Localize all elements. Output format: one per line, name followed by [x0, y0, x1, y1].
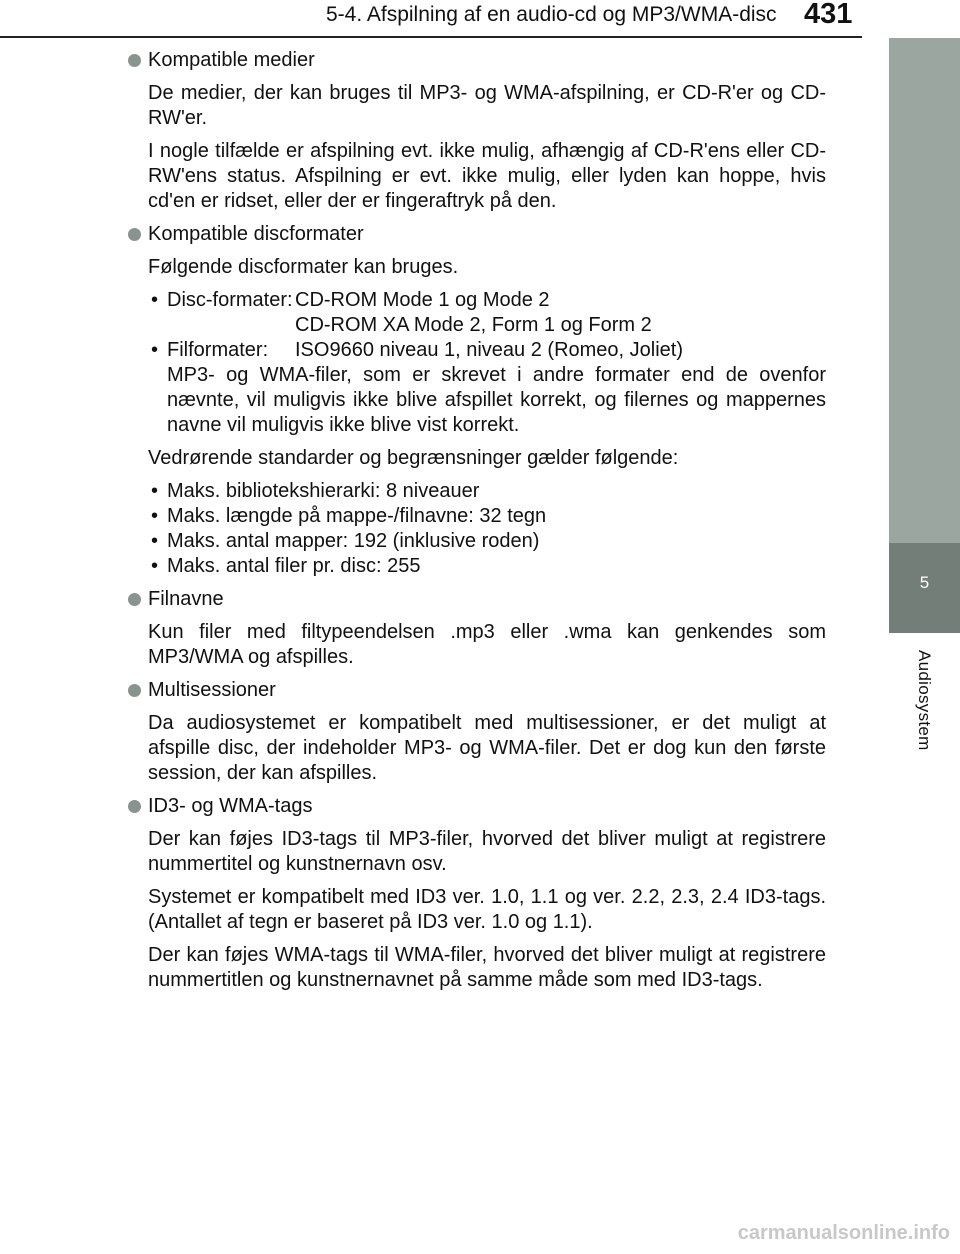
bullet-dot-icon: [128, 800, 141, 813]
format-value: CD-ROM Mode 1 og Mode 2: [295, 289, 550, 311]
section-multisession: [126, 678, 826, 786]
section-title: Kompatible medier: [148, 49, 315, 71]
section-heading: [126, 794, 826, 819]
bullet-dot-icon: [128, 228, 141, 241]
bullet-dot-icon: [128, 54, 141, 67]
paragraph: Vedrørende standarder og begrænsninger gælder følgende:: [148, 447, 679, 469]
limits-list: [148, 479, 826, 579]
side-tab-light: [889, 38, 960, 543]
bullet-dot-icon: [128, 593, 141, 606]
format-key: • Filformater:: [167, 339, 269, 361]
chapter-label: Audiosystem: [915, 650, 934, 751]
section-heading: [126, 48, 826, 73]
list-item: • Maks. bibliotekshierarki: 8 niveauer: [148, 479, 826, 504]
chapter-number: 5: [919, 573, 930, 592]
watermark: carmanualsonline.info: [737, 1222, 950, 1244]
paragraph: Systemet er kompatibelt med ID3 ver. 1.0, 1.1 og ver. 2.2, 2.3, 2.4 ID3-tags. (Antallet af tegn er baseret på ID3 ver. 1.0 og 1.1).: [148, 886, 826, 933]
format-list: [148, 288, 826, 438]
bullet-dot-icon: [128, 684, 141, 697]
list-item: • Maks. antal mapper: 192 (inklusive roden): [148, 529, 826, 554]
list-item: [148, 338, 826, 438]
header-rule: [0, 36, 862, 38]
list-item: • Maks. længde på mappe-/filnavne: 32 tegn: [148, 504, 826, 529]
section-tags: [126, 794, 826, 993]
header-title: 5-4. Afspilning af en audio-cd og MP3/WMA-disc: [326, 3, 777, 26]
paragraph: Da audiosystemet er kompatibelt med multisessioner, er det muligt at afspille disc, der indeholder MP3- og WMA-filer. Det er dog kun den første session, der kan afspilles.: [148, 712, 826, 784]
list-item: [148, 288, 826, 338]
section-title: Filnavne: [148, 588, 224, 610]
paragraph: Kun filer med filtypeendelsen .mp3 eller .wma kan genkendes som MP3/WMA og afspilles.: [148, 621, 826, 668]
format-key: • Disc-formater:: [167, 289, 293, 311]
paragraph: Der kan føjes WMA-tags til WMA-filer, hvorved det bliver muligt at registrere nummertitlen og kunstnernavnet på samme måde som med ID3-tags.: [148, 944, 826, 991]
page-content: [126, 48, 826, 1001]
page-header: [0, 0, 960, 40]
format-value: CD-ROM XA Mode 2, Form 1 og Form 2: [295, 314, 652, 336]
format-note: MP3- og WMA-filer, som er skrevet i andre formater end de ovenfor nævnte, vil muligvis ikke blive afspillet korrekt, og filernes og mappernes navne vil muligvis ikke blive vist korrekt.: [167, 364, 826, 436]
paragraph: Der kan føjes ID3-tags til MP3-filer, hvorved det bliver muligt at registrere nummertitel og kunstnernavn osv.: [148, 828, 826, 875]
section-heading: [126, 222, 826, 247]
section-file-names: [126, 587, 826, 670]
paragraph: De medier, der kan bruges til MP3- og WMA-afspilning, er CD-R'er og CD-RW'er.: [148, 82, 826, 129]
section-title: ID3- og WMA-tags: [148, 795, 313, 817]
section-heading: [126, 587, 826, 612]
chapter-tab: [889, 543, 960, 633]
section-disc-formats: [126, 222, 826, 579]
section-title: Kompatible discformater: [148, 223, 364, 245]
page-number: 431: [804, 0, 853, 30]
section-compatible-media: [126, 48, 826, 214]
paragraph: Følgende discformater kan bruges.: [148, 256, 459, 278]
paragraph: I nogle tilfælde er afspilning evt. ikke mulig, afhængig af CD-R'ens eller CD-RW'ens status. Afspilning er evt. ikke mulig, eller lyden kan hoppe, hvis cd'en er ridset, eller der er fingeraftryk på den.: [148, 140, 826, 212]
section-heading: [126, 678, 826, 703]
section-title: Multisessioner: [148, 679, 276, 701]
format-value: ISO9660 niveau 1, niveau 2 (Romeo, Joliet): [295, 339, 683, 361]
list-item: • Maks. antal filer pr. disc: 255: [148, 554, 826, 579]
